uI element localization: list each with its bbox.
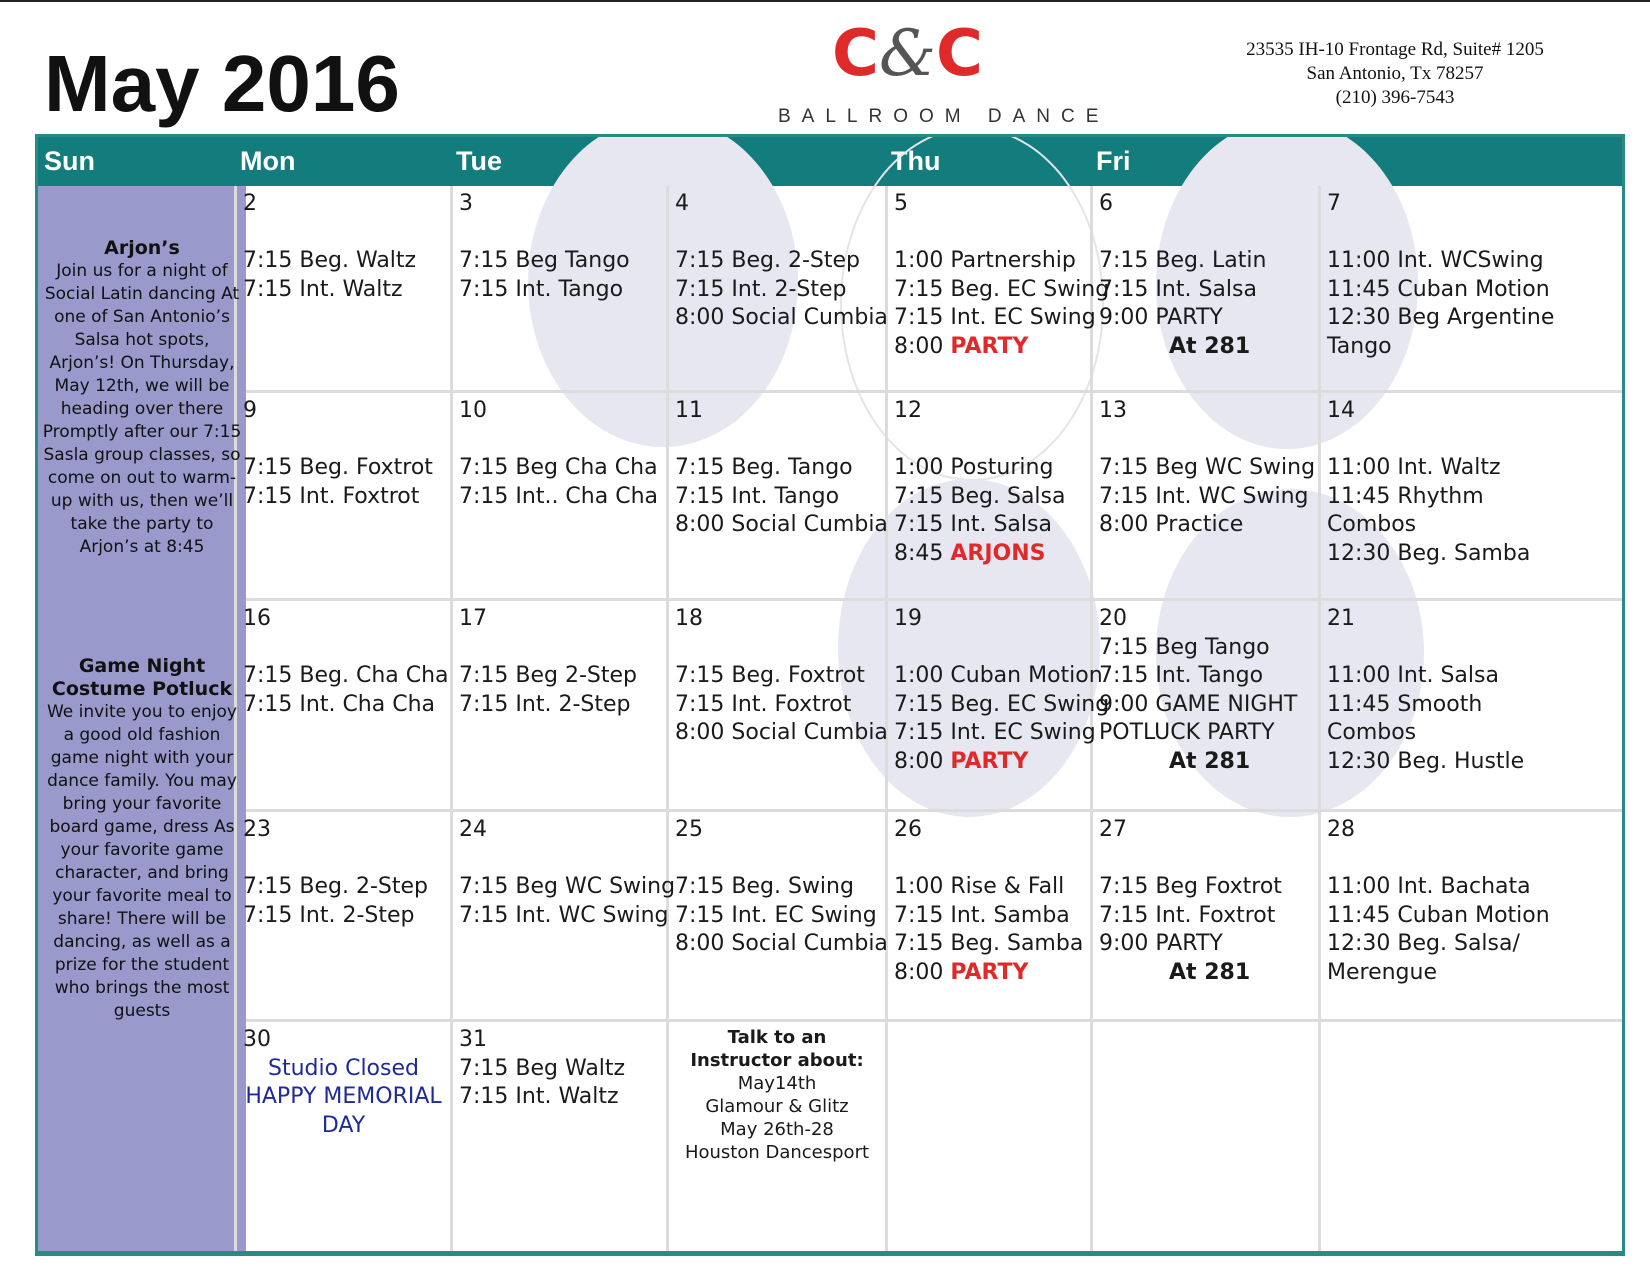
class-entry: 7:15 Int. 2-Step <box>459 691 631 717</box>
class-entry: Combos <box>1327 720 1417 745</box>
top-rule <box>0 0 1650 2</box>
notice-title: Talk to an <box>727 1027 827 1048</box>
class-entry: 12:30 Beg Argentine <box>1327 305 1555 330</box>
class-entry: 7:15 Beg. Latin <box>1099 248 1267 273</box>
day-number: 26 <box>894 817 922 842</box>
bottom-rule <box>35 1254 1625 1256</box>
day-number: 14 <box>1327 398 1355 423</box>
day-cell <box>237 601 450 812</box>
class-entry: 9:00 PARTY <box>1099 931 1223 956</box>
class-entry: 9:00 PARTY <box>1099 305 1223 330</box>
day-number: 21 <box>1327 606 1355 631</box>
class-entry: 7:15 Beg Tango <box>1099 634 1270 660</box>
event-highlight: PARTY <box>950 959 1029 985</box>
day-number: 24 <box>459 817 487 842</box>
class-entry: 8:00 PARTY <box>894 748 1029 774</box>
day-number: 5 <box>894 191 908 216</box>
game-night-note <box>42 655 242 1023</box>
class-entry: 7:15 Beg 2-Step <box>459 663 638 688</box>
day-number: 12 <box>894 398 922 423</box>
instructor-notice <box>669 1022 885 1254</box>
class-entry: 7:15 Int. Tango <box>459 276 624 302</box>
class-entry: 7:15 Int. Foxtrot <box>1099 902 1276 928</box>
day-cell <box>669 812 888 1022</box>
day-number: 19 <box>894 606 922 631</box>
calendar-grid <box>35 134 1625 1254</box>
day-number: 27 <box>1099 817 1127 842</box>
class-entry: 7:15 Int. WC Swing <box>1099 483 1309 509</box>
day-cell <box>888 393 1090 601</box>
class-entry: 11:45 Cuban Motion <box>1327 902 1550 928</box>
class-entry: 9:00 GAME NIGHT <box>1099 691 1298 717</box>
class-entry: 7:15 Int. 2-Step <box>675 276 847 302</box>
location-label: At 281 <box>1169 959 1251 985</box>
class-entry: 12:30 Beg. Samba <box>1327 540 1531 566</box>
class-entry: 8:00 Social Cumbia <box>675 931 888 956</box>
class-entry: 7:15 Beg Foxtrot <box>1099 874 1282 899</box>
arjons-note <box>42 237 242 559</box>
logo-subtitle: BALLROOM DANCE <box>778 106 1110 127</box>
class-entry: 8:00 PARTY <box>894 333 1029 359</box>
day-cell <box>453 812 676 1022</box>
class-entry: 7:15 Beg. Samba <box>894 931 1084 956</box>
day-cell <box>1321 186 1555 393</box>
class-entry: 7:15 Int. Salsa <box>894 512 1052 537</box>
day-number: 30 <box>243 1027 271 1052</box>
day-cell <box>1321 812 1550 1022</box>
class-entry: 12:30 Beg. Salsa/ <box>1327 931 1520 956</box>
class-entry: 11:00 Int. Waltz <box>1327 455 1501 480</box>
class-entry: 7:15 Int. Cha Cha <box>243 691 436 717</box>
phone-number: (210) 396-7543 <box>1335 87 1455 108</box>
page-title: May 2016 <box>44 39 400 128</box>
class-entry: 7:15 Beg. Waltz <box>243 248 417 273</box>
class-entry: 7:15 Int. Waltz <box>459 1084 619 1109</box>
class-entry: 7:15 Beg. Cha Cha <box>243 663 449 688</box>
day-number: 3 <box>459 191 473 216</box>
address-line: San Antonio, Tx 78257 <box>1306 63 1484 84</box>
class-entry: 1:00 Partnership <box>894 248 1076 273</box>
day-number: 18 <box>675 606 703 631</box>
day-number: 17 <box>459 606 487 631</box>
day-number: 11 <box>675 398 703 423</box>
day-number: 28 <box>1327 817 1355 842</box>
day-number: 23 <box>243 817 271 842</box>
class-entry: 7:15 Int. Foxtrot <box>243 483 420 509</box>
day-number: 13 <box>1099 398 1127 423</box>
class-entry: 7:15 Beg. Foxtrot <box>675 663 865 688</box>
studio-closed-note <box>243 1055 444 1141</box>
day-cell <box>237 186 450 393</box>
day-number: 2 <box>243 191 257 216</box>
studio-logo <box>770 17 1170 132</box>
class-entry: 8:00 PARTY <box>894 959 1029 985</box>
day-cell <box>1093 812 1318 1022</box>
day-cell <box>1093 186 1318 393</box>
class-entry: 7:15 Int. Samba <box>894 902 1070 928</box>
notice-line: May 26th-28 <box>720 1119 834 1140</box>
day-cell <box>888 601 1110 812</box>
class-entry: 7:15 Beg. Swing <box>675 874 854 899</box>
day-number: 20 <box>1099 606 1127 631</box>
arjons-note-body: Join us for a night of Social Latin dancing At one of San Antonio’s Salsa hot spots, Arjon’s! On Thursday, May 12th, we will be heading over there Promptly after our 7:15 Sasla group classes, so come on out to warm-up with us, then we’ll take the party to Arjon’s at 8:45 <box>42 261 242 557</box>
class-entry: 11:00 Int. Bachata <box>1327 874 1531 899</box>
class-entry: 7:15 Beg WC Swing <box>1099 455 1316 480</box>
class-entry: 11:45 Rhythm <box>1327 483 1484 509</box>
class-entry: 7:15 Beg. Foxtrot <box>243 455 433 480</box>
day-cell <box>1093 393 1318 601</box>
class-entry: 8:00 Practice <box>1099 512 1244 537</box>
class-entry: Merengue <box>1327 959 1437 985</box>
empty-cell <box>1093 1022 1318 1254</box>
class-entry: 7:15 Int. Tango <box>1099 663 1264 688</box>
empty-cell <box>1321 1022 1545 1254</box>
class-entry: 1:00 Cuban Motion <box>894 663 1103 688</box>
class-entry: 8:00 Social Cumbia <box>675 512 888 537</box>
day-number: 31 <box>459 1027 487 1052</box>
location-label: At 281 <box>1169 333 1251 359</box>
day-cell <box>1321 393 1545 601</box>
day-cell <box>1093 601 1318 812</box>
class-entry: 7:15 Beg Waltz <box>459 1055 626 1081</box>
day-cell <box>453 601 666 812</box>
class-entry: 7:15 Beg. Tango <box>675 455 853 480</box>
class-entry: 12:30 Beg. Hustle <box>1327 748 1525 774</box>
event-highlight: ARJONS <box>950 540 1046 566</box>
day-number: 7 <box>1327 191 1341 216</box>
class-entry: 7:15 Int. Waltz <box>243 276 403 302</box>
weekday-mon: Mon <box>240 146 296 176</box>
day-cell <box>669 393 888 601</box>
day-number: 16 <box>243 606 271 631</box>
weekday-sun: Sun <box>44 146 95 176</box>
day-cell <box>888 812 1090 1022</box>
day-cell <box>669 601 888 812</box>
class-entry: 7:15 Int. EC Swing <box>894 720 1096 745</box>
day-number: 9 <box>243 398 257 423</box>
class-entry: 7:15 Int. EC Swing <box>675 902 877 928</box>
empty-cell <box>888 1022 1090 1254</box>
day-cell <box>237 1022 450 1254</box>
weekday-fri: Fri <box>1096 146 1131 176</box>
class-entry: 7:15 Beg. 2-Step <box>243 874 429 899</box>
notice-line: May14th <box>737 1073 817 1094</box>
game-night-note-title: Game Night Costume Potluck <box>51 655 233 700</box>
location-label: At 281 <box>1169 748 1251 774</box>
day-cell <box>453 393 666 601</box>
class-entry: Combos <box>1327 512 1417 537</box>
class-entry: 8:00 Social Cumbia <box>675 305 888 330</box>
class-entry: 7:15 Int. 2-Step <box>243 902 415 928</box>
notice-line: Houston Dancesport <box>684 1142 870 1163</box>
class-entry: 7:15 Beg. Salsa <box>894 483 1066 509</box>
class-entry: 7:15 Beg. 2-Step <box>675 248 861 273</box>
class-entry: 7:15 Beg Cha Cha <box>459 455 658 480</box>
day-cell <box>1321 601 1545 812</box>
address-line: 23535 IH-10 Frontage Rd, Suite# 1205 <box>1246 39 1544 60</box>
day-cell <box>453 186 666 393</box>
class-entry: 1:00 Posturing <box>894 455 1054 480</box>
class-entry: 1:00 Rise & Fall <box>894 874 1065 899</box>
event-highlight: PARTY <box>950 333 1029 359</box>
day-cell <box>453 1022 666 1254</box>
closed-line: DAY <box>321 1112 366 1138</box>
weekday-tue: Tue <box>456 146 502 176</box>
class-entry: 8:45 ARJONS <box>894 540 1046 566</box>
event-highlight: PARTY <box>950 748 1029 774</box>
notice-line: Glamour & Glitz <box>705 1096 849 1117</box>
class-entry: Tango <box>1327 333 1392 359</box>
notice-title: Instructor about: <box>690 1050 864 1071</box>
class-entry: 7:15 Beg WC Swing <box>459 874 676 899</box>
class-entry: 7:15 Int.. Cha Cha <box>459 483 658 509</box>
class-entry: 11:45 Smooth <box>1327 691 1483 717</box>
day-number: 10 <box>459 398 487 423</box>
day-number: 6 <box>1099 191 1113 216</box>
class-entry: 7:15 Beg. EC Swing <box>894 691 1110 717</box>
class-entry: 11:00 Int. WCSwing <box>1327 248 1544 273</box>
class-entry: 7:15 Int. Foxtrot <box>675 691 852 717</box>
class-entry: 11:45 Cuban Motion <box>1327 276 1550 302</box>
class-entry: 7:15 Int. Tango <box>675 483 840 509</box>
class-entry: 7:15 Beg Tango <box>459 248 630 273</box>
day-number: 25 <box>675 817 703 842</box>
game-night-note-body: We invite you to enjoy a good old fashion game night with your dance family. You may bring your favorite board game, dress As your favorite game character, and bring your favorite meal to share! There will be dancing, as well as a prize for the student who brings the most guests <box>46 702 237 1021</box>
arjons-note-title: Arjon’s <box>104 237 180 259</box>
class-entry: 11:00 Int. Salsa <box>1327 663 1499 688</box>
class-entry: 8:00 Social Cumbia <box>675 720 888 745</box>
class-entry: 7:15 Int. Salsa <box>1099 276 1257 302</box>
day-cell <box>237 812 450 1022</box>
class-entry: POTLUCK PARTY <box>1099 720 1275 745</box>
day-cell <box>888 186 1110 393</box>
class-entry: 7:15 Int. WC Swing <box>459 902 669 928</box>
day-cell <box>669 186 888 393</box>
weekday-thu: Thu <box>891 146 941 176</box>
class-entry: 7:15 Int. EC Swing <box>894 305 1096 330</box>
closed-line: Studio Closed <box>268 1055 419 1081</box>
class-entry: 7:15 Beg. EC Swing <box>894 276 1110 302</box>
logo-mark: C&C <box>832 17 983 91</box>
day-number: 4 <box>675 191 689 216</box>
studio-address <box>1200 38 1590 110</box>
closed-line: HAPPY MEMORIAL <box>245 1084 442 1109</box>
day-cell <box>237 393 450 601</box>
